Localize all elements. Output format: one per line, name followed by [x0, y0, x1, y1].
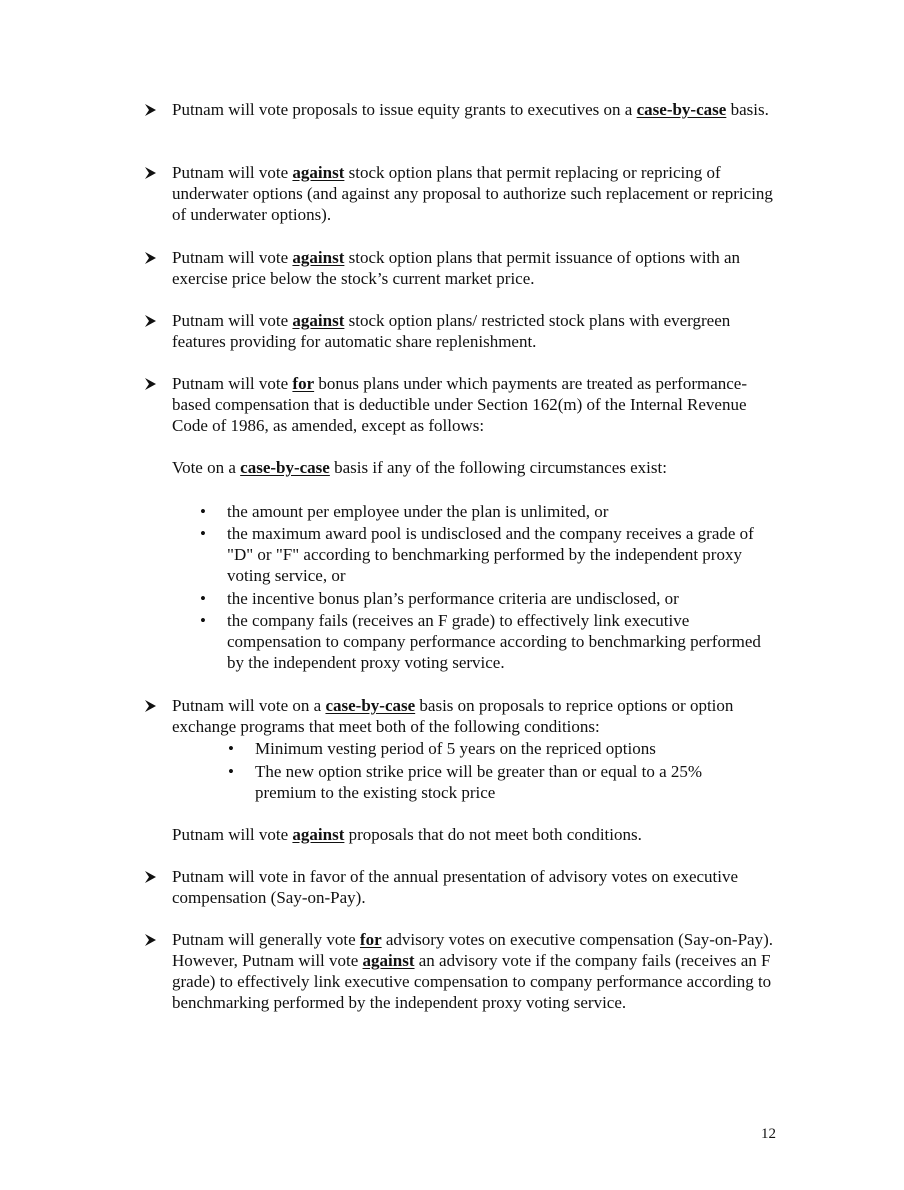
bullet-dot-icon: • [200, 589, 206, 608]
keyword: against [292, 311, 345, 330]
keyword: against [292, 248, 345, 267]
policy-item-reprice-options: Putnam will vote on a case-by-case basis on proposals to reprice options or option exchange programs that meet both of the following conditions: [172, 695, 782, 737]
list-item: • the maximum award pool is undisclosed and the company receives a grade of "D" or "F" according to benchmarking performed by the independent proxy voting service, or [200, 524, 754, 585]
arrow-bullet-icon [143, 310, 159, 331]
policy-item-repricing-underwater: Putnam will vote against stock option plans that permit replacing or repricing of underwater options (and against any proposal to authorize such replacement or repricing of underwater options). [172, 162, 782, 225]
keyword: for [292, 374, 315, 393]
policy-item-exercise-price: Putnam will vote against stock option plans that permit issuance of options with an exercise price below the stock’s current market price. [172, 247, 782, 289]
page-number: 12 [761, 1126, 776, 1142]
policy-item-say-on-pay-advisory: Putnam will generally vote for advisory votes on executive compensation (Say-on-Pay). However, Putnam will vote against an advisory vote if the company fails (receives an F grade) to effectively link executive compensation to company performance according to benchmarking performed by the independent proxy voting service. [172, 929, 782, 1013]
policy-item-bonus-plans: Putnam will vote for bonus plans under which payments are treated as performance-based compensation that is deductible under Section 162(m) of the Internal Revenue Code of 1986, as amended, except as follows: [172, 373, 782, 436]
list-item: • the amount per employee under the plan is unlimited, or [200, 502, 609, 521]
arrow-bullet-icon [143, 866, 159, 887]
bullet-dot-icon: • [200, 611, 206, 630]
arrow-bullet-icon [143, 162, 159, 183]
list-item: • The new option strike price will be greater than or equal to a 25% premium to the existing stock price [228, 762, 703, 802]
keyword: for [359, 930, 382, 949]
bullet-dot-icon: • [200, 524, 206, 543]
list-item: • the company fails (receives an F grade) to effectively link executive compensation to company performance according to benchmarking performed by the independent proxy voting service. [200, 611, 761, 672]
arrow-bullet-icon [143, 695, 159, 716]
arrow-bullet-icon [143, 929, 159, 950]
keyword: case-by-case [636, 100, 727, 119]
keyword: against [362, 951, 415, 970]
reprice-against-note: Putnam will vote against proposals that do not meet both conditions. [172, 825, 642, 844]
keyword: case-by-case [325, 696, 416, 715]
policy-item-say-on-pay-annual: Putnam will vote in favor of the annual presentation of advisory votes on executive compensation (Say-on-Pay). [172, 866, 782, 908]
keyword: case-by-case [240, 458, 330, 477]
policy-item-equity-grants: Putnam will vote proposals to issue equity grants to executives on a case-by-case basis. [172, 99, 782, 120]
bullet-dot-icon: • [200, 502, 206, 521]
arrow-bullet-icon [143, 373, 159, 394]
bullet-dot-icon: • [228, 762, 234, 781]
list-item: • the incentive bonus plan’s performance criteria are undisclosed, or [200, 589, 679, 608]
list-item: • Minimum vesting period of 5 years on the repriced options [228, 739, 656, 758]
arrow-bullet-icon [143, 99, 159, 120]
bonus-case-by-case-intro: Vote on a case-by-case basis if any of the following circumstances exist: [172, 458, 667, 477]
arrow-bullet-icon [143, 247, 159, 268]
policy-item-evergreen: Putnam will vote against stock option plans/ restricted stock plans with evergreen features providing for automatic share replenishment. [172, 310, 782, 352]
keyword: against [292, 163, 345, 182]
bullet-dot-icon: • [228, 739, 234, 758]
keyword: against [292, 825, 345, 844]
